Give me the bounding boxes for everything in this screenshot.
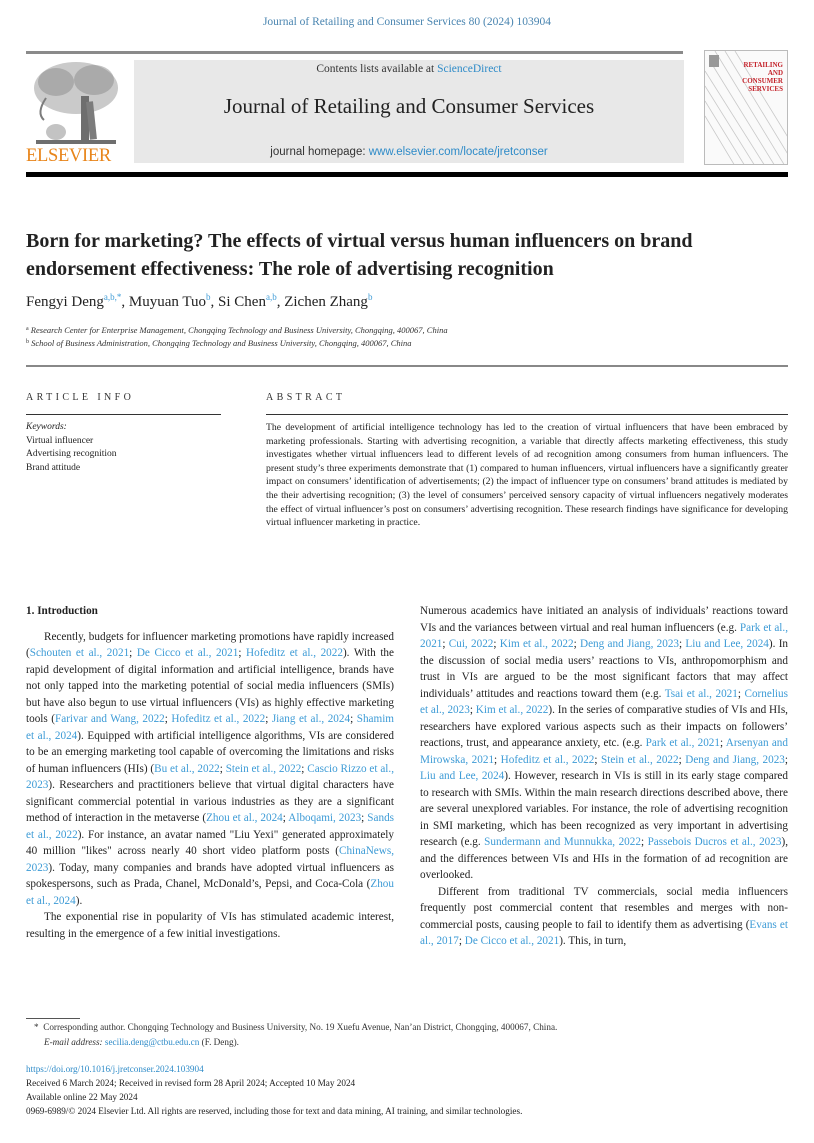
journal-homepage-link[interactable]: www.elsevier.com/locate/jretconser	[368, 146, 548, 158]
citation-link[interactable]: Schouten et al., 2021	[29, 647, 130, 659]
abstract-heading: ABSTRACT	[266, 392, 346, 403]
running-head[interactable]: Journal of Retailing and Consumer Services 80 (2024) 103904	[262, 16, 552, 28]
intro-paragraph-2: The exponential rise in popularity of VIs has stimulated academic interest, resulting in the emergence of a few initial investigations.	[26, 911, 394, 940]
article-history: Received 6 March 2024; Received in revised form 28 April 2024; Accepted 10 May 2024	[26, 1078, 356, 1088]
citation-link[interactable]: Tsai et al., 2021	[664, 687, 738, 700]
citation-link[interactable]: Farivar and Wang, 2022	[55, 713, 165, 725]
abstract-rule	[266, 414, 788, 415]
citation-link[interactable]: Hofeditz et al., 2022	[500, 753, 595, 766]
copyright-line: 0969-6989/© 2024 Elsevier Ltd. All rights are reserved, including those for text and data mining, AI training, and similar technologies.	[26, 1106, 523, 1116]
author-name[interactable]: Fengyi Deng	[26, 294, 104, 310]
body-column-right	[420, 603, 788, 950]
citation-link[interactable]: Arsenyan and Mirowska, 2021	[420, 737, 788, 766]
journal-cover-thumbnail[interactable]	[704, 50, 788, 165]
footnote-rule	[26, 1018, 80, 1019]
journal-title: Journal of Retailing and Consumer Services	[223, 94, 595, 118]
author-name[interactable]: Muyuan Tuo	[128, 294, 207, 310]
masthead-top-rule	[26, 51, 683, 54]
citation-link[interactable]: Shamim et al., 2024	[26, 713, 395, 742]
article-info-rule	[26, 414, 221, 415]
keyword: Virtual influencer	[26, 435, 94, 446]
citation-link[interactable]: Sundermann and Munnukka, 2022	[484, 836, 641, 848]
citation-link[interactable]: Liu and Lee, 2024	[420, 770, 505, 782]
citation-link[interactable]: Cornelius et al., 2023	[420, 687, 788, 716]
article-title: Born for marketing? The effects of virtual versus human influencers on brand endorsement effectiveness: The role of advertising recognition	[26, 230, 693, 280]
keywords-label: Keywords:	[26, 422, 67, 432]
citation-link[interactable]: Deng and Jiang, 2023	[580, 638, 680, 650]
citation-link[interactable]: Zhou et al., 2024	[26, 878, 394, 907]
contents-prefix: Contents lists available at	[316, 63, 438, 75]
author-affil-mark[interactable]: b	[367, 292, 373, 302]
author-name[interactable]: Zichen Zhang	[284, 294, 368, 310]
abstract-text: The development of artificial intelligence technology has led to the creation of virtual influencers that have been embraced by marketing professionals. Starting with advertising recognition, a variable that directly affects marketing effectiveness, this study investigates whether virtual influencers lead to different levels of ad recognition among consumers from human influencers. The present study’s three experiments demonstrate that (1) compared to human influencers, virtual influencers have a significantly greater impact on consumers’ identification of advertisements; (2) the impact of influencer type on consumers’ brand attitudes is mediated by the their advertising recognition; (3) the level of consumers’ perceived sensory capacity of virtual influencers negatively moderates the effect of virtual influencer’s post on consumers’ advertising recognition. These research findings have significance for developing virtual influencer marketing in practice.	[266, 422, 788, 529]
affiliation-a: $^a$ Research Center for Enterprise Management, Chongqing Technology and Business University, Chongqing, 400067, China	[26, 325, 448, 335]
citation-link[interactable]: Deng and Jiang, 2023	[685, 753, 785, 766]
sciencedirect-link[interactable]: ScienceDirect	[437, 63, 502, 75]
citation-link[interactable]: Zhou et al., 2024	[206, 812, 283, 824]
citation-link[interactable]: De Cicco et al., 2021	[464, 935, 560, 947]
citation-link[interactable]: Park et al., 2021	[420, 621, 789, 650]
masthead-bottom-rule	[26, 172, 788, 177]
citation-link[interactable]: Bu et al., 2022	[154, 762, 220, 775]
author-name[interactable]: Si Chen	[218, 294, 266, 310]
intro-paragraph-3: Numerous academics have initiated an analysis of individuals’ reactions toward VIs and the variances between virtual and real human influencers (e.g. Park et al., 2021; Cui, 2022; Kim et al., 2022; Deng and Jiang, 2023; Liu and Lee, 2024). In the discussion of social media users’ reactions to VIs, anthropomorphism and trust in VIs are argued to be the most significant factors that may affect individuals’ attitudes and reactions toward them (e.g. Tsai et al., 2021; Cornelius et al., 2023; Kim et al., 2022). In the series of comparative studies of VIs and HIs, researchers have explored various aspects such as their impacts on followers’ reactions, trust, and appearance anxiety, etc. (e.g. Park et al., 2021; Arsenyan and Mirowska, 2021; Hofeditz et al., 2022; Stein et al., 2022; Deng and Jiang, 2023; Liu and Lee, 2024). However, research in VIs is still in its early stage compared to research with SMIs. Within the main research directions described above, there are several unexplored variables. For instance, the role of advertising recognition in SMI marketing, which has been recognized as very important in advertising research (e.g. Sundermann and Munnukka, 2022; Passebois Ducros et al., 2023), and the differences between VIs and HIs in the formation of ad recognition are overlooked.	[420, 605, 789, 881]
article-info-heading: ARTICLE INFO	[26, 392, 135, 403]
citation-link[interactable]: Hofeditz et al., 2022	[171, 713, 266, 725]
intro-paragraph-4: Different from traditional TV commercials, social media influencers frequently post commercial content that resembles and merges with non-commercial posts, causing people to fail to identify them as advertising (Evans et al., 2017; De Cicco et al., 2021). This, in turn,	[420, 885, 788, 947]
author-list: Fengyi Deng$^{a,b,*}$, Muyuan Tuo$^b$, Si Chen$^{a,b}$, Zichen Zhang$^b$	[26, 292, 373, 310]
citation-link[interactable]: Sands et al., 2022	[26, 812, 395, 841]
citation-link[interactable]: Evans et al., 2017	[420, 918, 788, 947]
citation-link[interactable]: Alboqami, 2023	[288, 812, 362, 824]
front-matter-divider	[26, 365, 788, 367]
citation-link[interactable]: Cui, 2022	[448, 638, 494, 650]
author-affil-mark[interactable]: a,b	[265, 292, 277, 302]
homepage-prefix: journal homepage:	[270, 146, 369, 158]
keyword: Brand attitude	[26, 462, 81, 473]
intro-paragraph-1: Recently, budgets for influencer marketing promotions have rapidly increased (Schouten et al., 2021; De Cicco et al., 2021; Hofeditz et al., 2022). With the rapid development of digital information and artificial intelligence, brands have not only tapped into the marketing potential of social media influencers (SMIs) but have also begun to use virtual influencers (VIs) as highly effective marketing tools (Farivar and Wang, 2022; Hofeditz et al., 2022; Jiang et al., 2024; Shamim et al., 2024). Equipped with artificial intelligence algorithms, VIs are considered to be an emerging marketing tool capable of overcoming the limitations and risks of human influencers (HIs) (Bu et al., 2022; Stein et al., 2022; Cascio Rizzo et al., 2023). Researchers and practitioners believe that virtual digital characters have significant commercial potential in various industries as they are a significant method of interaction in the metaverse (Zhou et al., 2024; Alboqami, 2023; Sands et al., 2022). For instance, an avatar named "Liu Yexi" generated approximately 40 million "likes" across nearly 40 short video platform posts (ChinaNews, 2023). Today, many companies and brands have adopted virtual influencers as spokespersons, such as Prada, Chanel, McDonald’s, Pepsi, and Coca-Cola (Zhou et al., 2024).	[26, 630, 395, 907]
citation-link[interactable]: Stein et al., 2022	[225, 762, 302, 775]
email-label: E-mail address:	[44, 1037, 103, 1047]
citation-link[interactable]: Jiang et al., 2024	[271, 713, 351, 725]
citation-link[interactable]: Passebois Ducros et al., 2023	[647, 836, 782, 848]
email-link[interactable]: secilia.deng@ctbu.edu.cn	[104, 1037, 200, 1047]
elsevier-wordmark[interactable]: ELSEVIER	[26, 146, 111, 166]
doi-link[interactable]: https://doi.org/10.1016/j.jretconser.2024.103904	[26, 1064, 204, 1074]
contents-available-line	[134, 63, 684, 75]
email-footnote: E-mail address: secilia.deng@ctbu.edu.cn (F. Deng).	[44, 1037, 239, 1047]
author-affil-mark[interactable]: b	[206, 292, 211, 302]
section-heading-introduction: 1. Introduction	[26, 605, 98, 617]
citation-link[interactable]: Park et al., 2021	[645, 737, 720, 749]
citation-link[interactable]: Cascio Rizzo et al., 2023	[26, 762, 394, 791]
body-column-left	[26, 603, 394, 942]
citation-link[interactable]: Liu and Lee, 2024	[685, 638, 769, 650]
citation-link[interactable]: Kim et al., 2022	[475, 704, 549, 716]
citation-link[interactable]: Stein et al., 2022	[601, 753, 679, 766]
keywords-block	[26, 421, 117, 475]
author-affil-mark[interactable]: a,b,*	[103, 292, 122, 302]
citation-link[interactable]: Kim et al., 2022	[499, 638, 574, 650]
available-online: Available online 22 May 2024	[26, 1092, 138, 1102]
keyword: Advertising recognition	[26, 449, 117, 459]
cover-title: RETAILING AND CONSUMER SERVICES	[742, 61, 783, 93]
citation-link[interactable]: ChinaNews, 2023	[26, 845, 394, 874]
corresponding-author-footnote: * Corresponding author. Chongqing Technology and Business University, No. 19 Xuefu Avenue, Nan’an District, Chongqing, 400067, China.	[34, 1022, 558, 1032]
affiliation-b: $^b$ School of Business Administration, Chongqing Technology and Business University, Chongqing, 400067, China	[26, 338, 412, 348]
journal-homepage-line	[134, 146, 684, 158]
citation-link[interactable]: Hofeditz et al., 2022	[246, 647, 343, 659]
citation-link[interactable]: De Cicco et al., 2021	[136, 647, 239, 659]
